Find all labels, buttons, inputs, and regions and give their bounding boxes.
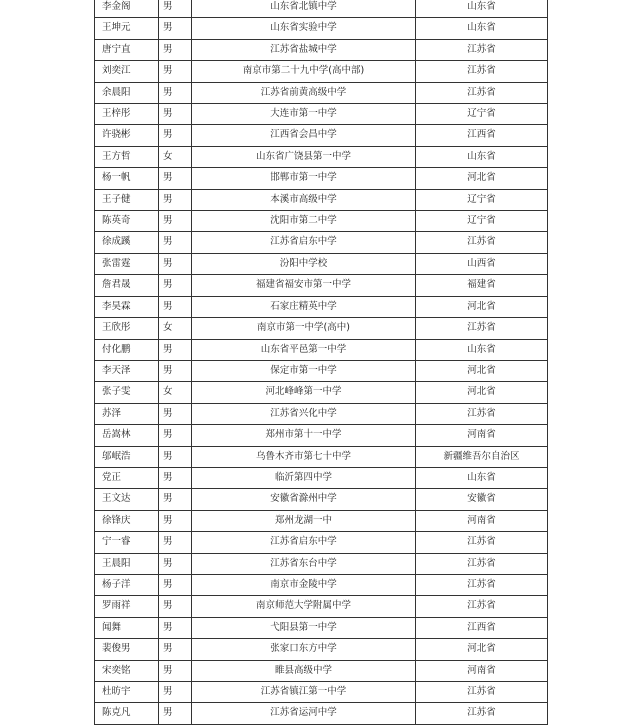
- province-cell: 河南省: [416, 425, 548, 446]
- school-cell: 邯郸市第一中学: [192, 168, 416, 189]
- province-cell: 江苏省: [416, 574, 548, 595]
- table-row: [95, 617, 548, 638]
- student-name-cell: 刘奕江: [95, 61, 159, 82]
- student-name-cell: 宁一睿: [95, 532, 159, 553]
- gender-cell: 男: [159, 168, 192, 189]
- school-cell: 汾阳中学校: [192, 253, 416, 274]
- table-row: [95, 574, 548, 595]
- table-row: [95, 703, 548, 724]
- province-cell: 新疆维吾尔自治区: [416, 446, 548, 467]
- province-cell: 福建省: [416, 275, 548, 296]
- gender-cell: 男: [159, 339, 192, 360]
- table-row: [95, 660, 548, 681]
- school-cell: 江苏省启东中学: [192, 232, 416, 253]
- province-cell: 河南省: [416, 510, 548, 531]
- gender-cell: 男: [159, 296, 192, 317]
- gender-cell: 女: [159, 318, 192, 339]
- school-cell: 睢县高级中学: [192, 660, 416, 681]
- province-cell: 河北省: [416, 639, 548, 660]
- student-name-cell: 王子健: [95, 189, 159, 210]
- province-cell: 辽宁省: [416, 189, 548, 210]
- school-cell: 山东省平邑第一中学: [192, 339, 416, 360]
- province-cell: 河北省: [416, 168, 548, 189]
- province-cell: 江苏省: [416, 553, 548, 574]
- table-row: [95, 61, 548, 82]
- province-cell: 辽宁省: [416, 104, 548, 125]
- gender-cell: 男: [159, 61, 192, 82]
- gender-cell: 男: [159, 660, 192, 681]
- table-row: [95, 0, 548, 18]
- school-cell: 江苏省前黄高级中学: [192, 82, 416, 103]
- student-name-cell: 王方哲: [95, 146, 159, 167]
- province-cell: 江西省: [416, 617, 548, 638]
- student-name-cell: 李天泽: [95, 360, 159, 381]
- gender-cell: 男: [159, 446, 192, 467]
- province-cell: 山西省: [416, 253, 548, 274]
- province-cell: 江西省: [416, 125, 548, 146]
- school-cell: 南京市第一中学(高中): [192, 318, 416, 339]
- school-cell: 山东省北镇中学: [192, 0, 416, 18]
- province-cell: 江苏省: [416, 532, 548, 553]
- school-cell: 江苏省运河中学: [192, 703, 416, 724]
- gender-cell: 男: [159, 553, 192, 574]
- gender-cell: 男: [159, 275, 192, 296]
- school-cell: 安徽省滁州中学: [192, 489, 416, 510]
- province-cell: 江苏省: [416, 39, 548, 60]
- table-row: [95, 318, 548, 339]
- table-row: [95, 510, 548, 531]
- table-row: [95, 125, 548, 146]
- table-row: [95, 146, 548, 167]
- table-row: [95, 467, 548, 488]
- gender-cell: 男: [159, 489, 192, 510]
- table-body: [95, 0, 548, 724]
- student-name-cell: 唐宁直: [95, 39, 159, 60]
- school-cell: 江苏省东台中学: [192, 553, 416, 574]
- gender-cell: 女: [159, 146, 192, 167]
- table-row: [95, 189, 548, 210]
- gender-cell: 男: [159, 617, 192, 638]
- school-cell: 弋阳县第一中学: [192, 617, 416, 638]
- province-cell: 江苏省: [416, 82, 548, 103]
- gender-cell: 男: [159, 39, 192, 60]
- student-name-cell: 李金阁: [95, 0, 159, 18]
- table-row: [95, 275, 548, 296]
- student-name-cell: 杨一帆: [95, 168, 159, 189]
- gender-cell: 男: [159, 125, 192, 146]
- gender-cell: 男: [159, 253, 192, 274]
- school-cell: 河北峰峰第一中学: [192, 382, 416, 403]
- province-cell: 江苏省: [416, 403, 548, 424]
- province-cell: 山东省: [416, 0, 548, 18]
- student-name-cell: 王欣彤: [95, 318, 159, 339]
- gender-cell: 男: [159, 189, 192, 210]
- student-list-table: [94, 0, 548, 725]
- student-name-cell: 张雷霆: [95, 253, 159, 274]
- table-row: [95, 211, 548, 232]
- student-name-cell: 岳嵩林: [95, 425, 159, 446]
- province-cell: 江苏省: [416, 232, 548, 253]
- province-cell: 江苏省: [416, 318, 548, 339]
- gender-cell: 男: [159, 18, 192, 39]
- student-name-cell: 邬岷浩: [95, 446, 159, 467]
- province-cell: 山东省: [416, 467, 548, 488]
- student-name-cell: 陈克凡: [95, 703, 159, 724]
- student-name-cell: 陈英奇: [95, 211, 159, 232]
- table-row: [95, 489, 548, 510]
- student-name-cell: 徐成蹊: [95, 232, 159, 253]
- gender-cell: 男: [159, 403, 192, 424]
- province-cell: 江苏省: [416, 682, 548, 703]
- table-row: [95, 296, 548, 317]
- province-cell: 辽宁省: [416, 211, 548, 232]
- table-row: [95, 339, 548, 360]
- student-name-cell: 余晨阳: [95, 82, 159, 103]
- table-row: [95, 532, 548, 553]
- gender-cell: 男: [159, 596, 192, 617]
- gender-cell: 男: [159, 703, 192, 724]
- school-cell: 郑州市第十一中学: [192, 425, 416, 446]
- province-cell: 山东省: [416, 339, 548, 360]
- school-cell: 乌鲁木齐市第七十中学: [192, 446, 416, 467]
- student-name-cell: 王坤元: [95, 18, 159, 39]
- student-name-cell: 詹君晟: [95, 275, 159, 296]
- student-name-cell: 宋奕铭: [95, 660, 159, 681]
- student-name-cell: 许骁彬: [95, 125, 159, 146]
- table-row: [95, 18, 548, 39]
- student-name-cell: 杨子洋: [95, 574, 159, 595]
- gender-cell: 男: [159, 360, 192, 381]
- gender-cell: 男: [159, 467, 192, 488]
- province-cell: 江苏省: [416, 703, 548, 724]
- province-cell: 河北省: [416, 382, 548, 403]
- student-name-cell: 徐锋庆: [95, 510, 159, 531]
- school-cell: 南京市第二十九中学(高中部): [192, 61, 416, 82]
- table-row: [95, 382, 548, 403]
- school-cell: 江苏省启东中学: [192, 532, 416, 553]
- school-cell: 江西省会昌中学: [192, 125, 416, 146]
- student-name-cell: 杜昉宇: [95, 682, 159, 703]
- province-cell: 山东省: [416, 146, 548, 167]
- table-row: [95, 403, 548, 424]
- table-row: [95, 682, 548, 703]
- gender-cell: 男: [159, 425, 192, 446]
- gender-cell: 男: [159, 82, 192, 103]
- table-row: [95, 446, 548, 467]
- school-cell: 大连市第一中学: [192, 104, 416, 125]
- school-cell: 临沂第四中学: [192, 467, 416, 488]
- school-cell: 山东省广饶县第一中学: [192, 146, 416, 167]
- province-cell: 山东省: [416, 18, 548, 39]
- school-cell: 福建省福安市第一中学: [192, 275, 416, 296]
- gender-cell: 男: [159, 104, 192, 125]
- gender-cell: 男: [159, 211, 192, 232]
- table-row: [95, 168, 548, 189]
- student-name-cell: 王梓彤: [95, 104, 159, 125]
- gender-cell: 男: [159, 532, 192, 553]
- table-row: [95, 39, 548, 60]
- gender-cell: 男: [159, 510, 192, 531]
- school-cell: 本溪市高级中学: [192, 189, 416, 210]
- province-cell: 安徽省: [416, 489, 548, 510]
- table-row: [95, 253, 548, 274]
- province-cell: 河南省: [416, 660, 548, 681]
- student-name-cell: 苏泽: [95, 403, 159, 424]
- table-row: [95, 425, 548, 446]
- gender-cell: 男: [159, 574, 192, 595]
- student-name-cell: 李昊霖: [95, 296, 159, 317]
- student-name-cell: 王晨阳: [95, 553, 159, 574]
- province-cell: 河北省: [416, 296, 548, 317]
- table-row: [95, 360, 548, 381]
- table-row: [95, 232, 548, 253]
- school-cell: 张家口东方中学: [192, 639, 416, 660]
- school-cell: 江苏省镇江第一中学: [192, 682, 416, 703]
- school-cell: 保定市第一中学: [192, 360, 416, 381]
- province-cell: 江苏省: [416, 596, 548, 617]
- student-name-cell: 闻舞: [95, 617, 159, 638]
- school-cell: 山东省实验中学: [192, 18, 416, 39]
- school-cell: 江苏省盐城中学: [192, 39, 416, 60]
- gender-cell: 男: [159, 682, 192, 703]
- student-name-cell: 党正: [95, 467, 159, 488]
- table-row: [95, 104, 548, 125]
- table-row: [95, 639, 548, 660]
- school-cell: 石家庄精英中学: [192, 296, 416, 317]
- province-cell: 江苏省: [416, 61, 548, 82]
- school-cell: 南京师范大学附属中学: [192, 596, 416, 617]
- school-cell: 江苏省兴化中学: [192, 403, 416, 424]
- school-cell: 南京市金陵中学: [192, 574, 416, 595]
- province-cell: 河北省: [416, 360, 548, 381]
- student-name-cell: 王文达: [95, 489, 159, 510]
- table-row: [95, 596, 548, 617]
- table-row: [95, 553, 548, 574]
- table-row: [95, 82, 548, 103]
- student-list-table-container: [94, 0, 534, 725]
- school-cell: 郑州龙湖一中: [192, 510, 416, 531]
- gender-cell: 男: [159, 639, 192, 660]
- student-name-cell: 罗雨祥: [95, 596, 159, 617]
- gender-cell: 男: [159, 0, 192, 18]
- student-name-cell: 裴俊男: [95, 639, 159, 660]
- gender-cell: 男: [159, 232, 192, 253]
- school-cell: 沈阳市第二中学: [192, 211, 416, 232]
- student-name-cell: 张子雯: [95, 382, 159, 403]
- gender-cell: 女: [159, 382, 192, 403]
- student-name-cell: 付化鹏: [95, 339, 159, 360]
